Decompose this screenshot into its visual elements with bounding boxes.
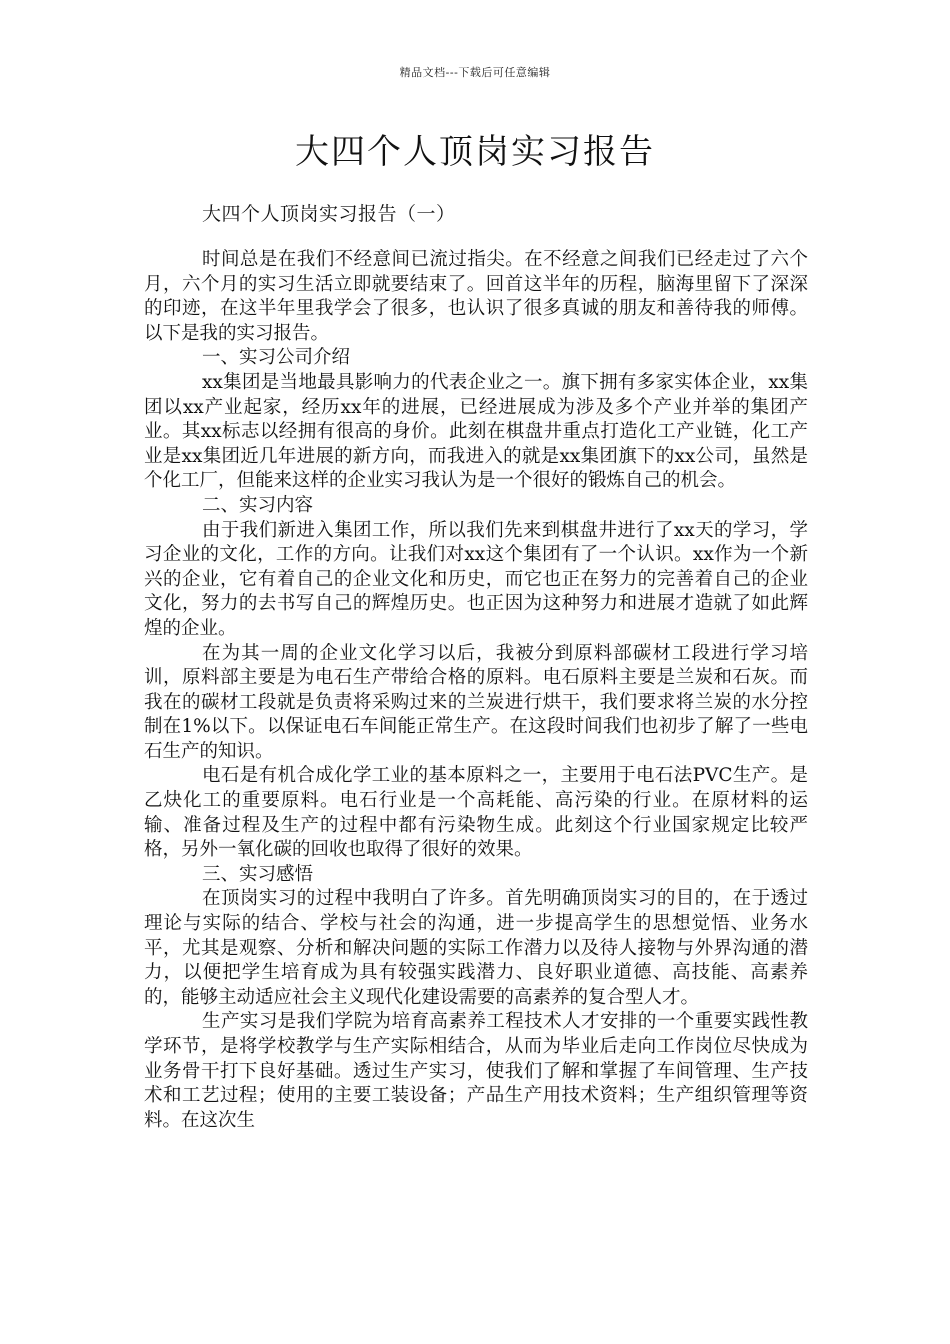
header-note: 精品文档---下载后可任意编辑 [399,66,551,79]
section-heading-content: 二、实习内容 [202,494,314,516]
section-heading-company: 一、实习公司介绍 [202,347,351,369]
document-title: 大四个人顶岗实习报告 [295,132,655,172]
paragraph-reflection-1: 在顶岗实习的过程中我明白了许多。首先明确顶岗实习的目的，在于透过理论与实际的结合、学校与社会的沟通，进一步提高学生的思想觉悟、业务水平，尤其是观察、分析和解决问题的实际工作潜力以及待人接物与外界沟通的潜力，以便把学生培育成为具有较强实践潜力、良好职业道德、高技能、高素养的，能够主动适应社会主义现代化建设需要的高素养的复合型人才。 [144,888,808,1008]
paragraph-company: xx集团是当地最具影响力的代表企业之一。旗下拥有多家实体企业，xx集团以xx产业起家，经历xx年的进展，已经进展成为涉及多个产业并举的集团产业。其xx标志以经拥有很高的身价。此刻在棋盘井重点打造化工产业链，化工产业是xx集团近几年进展的新方向，而我进入的就是xx集团旗下的xx公司，虽然是个化工厂，但能来这样的企业实习我认为是一个很好的锻炼自己的机会。 [144,371,808,492]
paragraph-content-3: 电石是有机合成化学工业的基本原料之一，主要用于电石法PVC生产。是乙炔化工的重要原料。电石行业是一个高耗能、高污染的行业。在原材料的运输、准备过程及生产的过程中都有污染物生成。此刻这个行业国家规定比较严格，另外一氧化碳的回收也取得了很好的效果。 [144,765,808,861]
paragraph-content-1: 由于我们新进入集团工作，所以我们先来到棋盘井进行了xx天的学习，学习企业的文化，工作的方向。让我们对xx这个集团有了一个认识。xx作为一个新兴的企业，它有着自己的企业文化和历史，而它也正在努力的完善着自己的企业文化，努力的去书写自己的辉煌历史。也正因为这种努力和进展才造就了如此辉煌的企业。 [144,519,808,639]
paragraph-reflection-2: 生产实习是我们学院为培育高素养工程技术人才安排的一个重要实践性教学环节，是将学校教学与生产实际相结合，从而为毕业后走向工作岗位尽快成为业务骨干打下良好基础。透过生产实习，使我们了解和掌握了车间管理、生产技术和工艺过程；使用的主要工装设备；产品生产用技术资料；生产组织管理等资料。在这次生 [144,1011,808,1131]
section-heading-reflection: 三、实习感悟 [202,863,314,885]
document-subtitle: 大四个人顶岗实习报告（一） [202,203,456,225]
document-body [144,248,808,1133]
paragraph-content-2: 在为其一周的企业文化学习以后，我被分到原料部碳材工段进行学习培训，原料部主要是为电石生产带给合格的原料。电石原料主要是兰炭和石灰。而我在的碳材工段就是负责将采购过来的兰炭进行烘干，我们要求将兰炭的水分控制在1%以下。以保证电石车间能正常生产。在这段时间我们也初步了解了一些电石生产的知识。 [144,642,808,762]
paragraph-intro: 时间总是在我们不经意间已流过指尖。在不经意之间我们已经走过了六个月，六个月的实习生活立即就要结束了。回首这半年的历程，脑海里留下了深深的印迹，在这半年里我学会了很多，也认识了很多真诚的朋友和善待我的师傅。以下是我的实习报告。 [144,249,808,344]
